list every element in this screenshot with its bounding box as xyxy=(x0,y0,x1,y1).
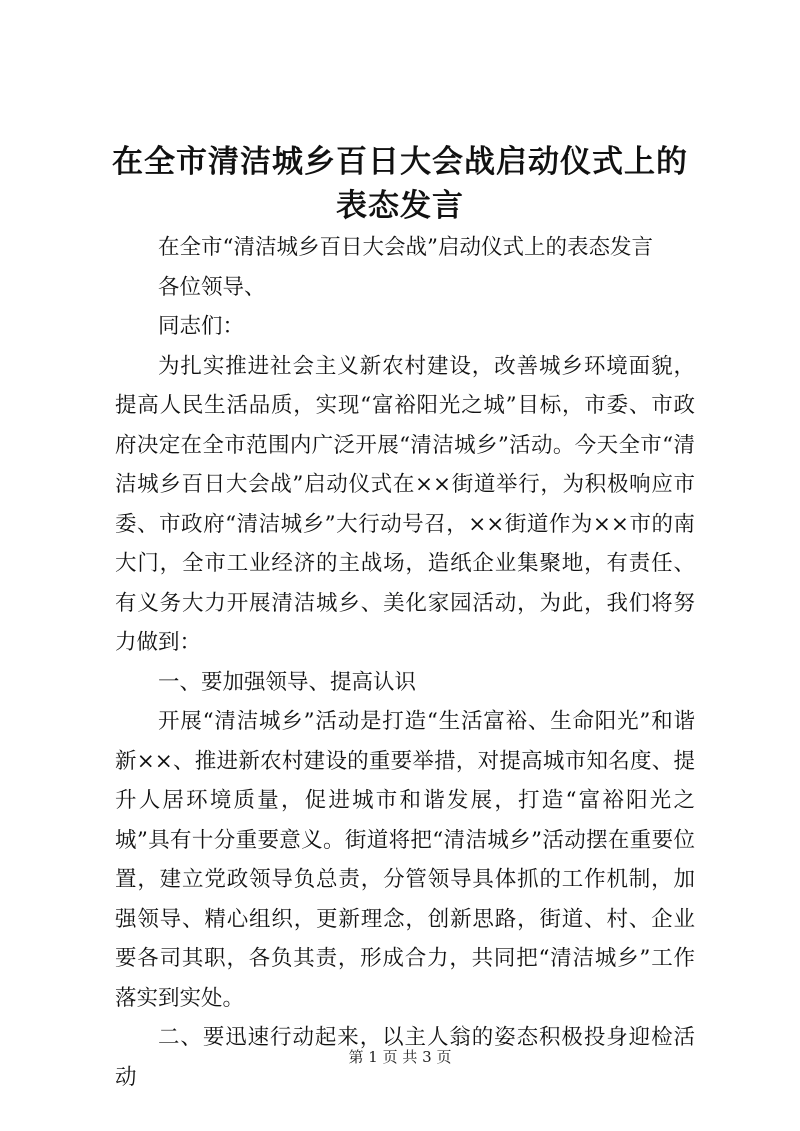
page-footer: 第 1 页 共 3 页 xyxy=(348,1048,452,1066)
section-heading-1: 一、要加强领导、提高认识 xyxy=(158,669,417,695)
document-title: 在全市清洁城乡百日大会战启动仪式上的表态发言 xyxy=(112,144,688,224)
section-heading-2: 二、要迅速行动起来，以主人翁的姿态积极投身迎检活动 xyxy=(115,1025,695,1090)
document-body xyxy=(115,228,695,1097)
paragraph-subtitle: 在全市“清洁城乡百日大会战”启动仪式上的表态发言 xyxy=(158,235,653,260)
paragraph-introduction: 为扎实推进社会主义新农村建设，改善城乡环境面貌，提高人民生活品质，实现“富裕阳光之城”目标，市委、市政府决定在全市范围内广泛开展“清洁城乡”活动。今天全市“清洁城乡百日大会战”启动仪式在××街道举行，为积极响应市委、市政府“清洁城乡”大行动号召，××街道作为××市的南大门，全市工业经济的主战场，造纸企业集聚地，有责任、有义务大力开展清洁城乡、美化家园活动，为此，我们将努力做到： xyxy=(115,353,695,655)
paragraph-salutation-comrades: 同志们： xyxy=(158,314,245,339)
paragraph-salutation-leaders: 各位领导、 xyxy=(158,274,266,300)
paragraph-section-1: 开展“清洁城乡”活动是打造“生活富裕、生命阳光”和谐新××、推进新农村建设的重要举措，对提高城市知名度、提升人居环境质量，促进城市和谐发展，打造“富裕阳光之城”具有十分重要意义。街道将把“清洁城乡”活动摆在重要位置，建立党政领导负总责，分管领导具体抓的工作机制，加强领导、精心组织，更新理念，创新思路，街道、村、企业要各司其职，各负其责，形成合力，共同把“清洁城乡”工作落实到实处。 xyxy=(115,709,695,1011)
